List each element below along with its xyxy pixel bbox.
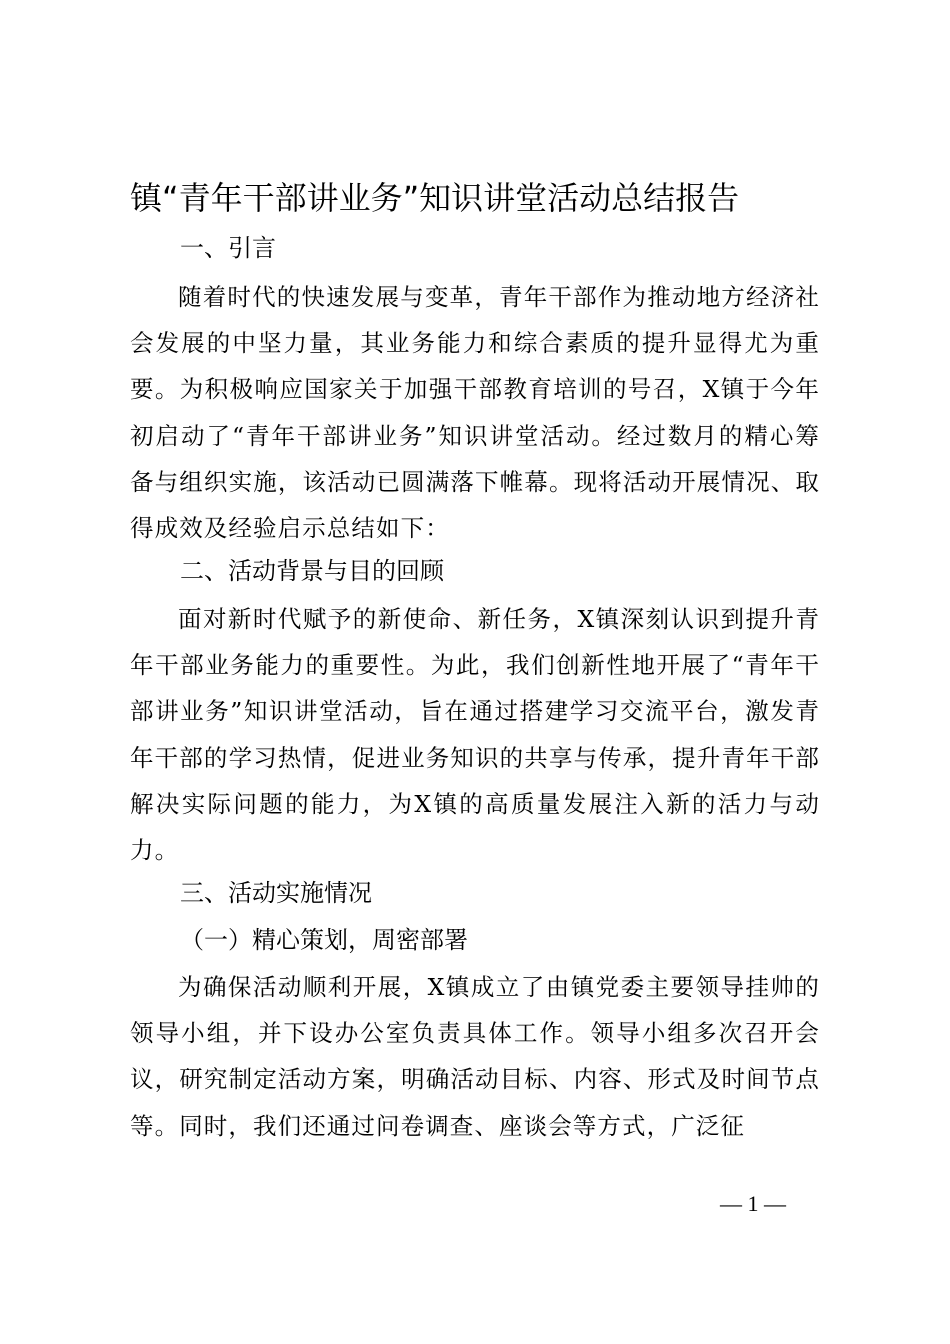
page-number: — 1 — (720, 1191, 786, 1216)
section-heading-introduction: 一、引言 (180, 234, 276, 262)
paragraph-planning: 为确保活动顺利开展，X镇成立了由镇党委主要领导挂帅的领导小组，并下设办公室负责具体工作。领导小组多次召开会议，研究制定活动方案，明确活动目标、内容、形式及时间节点等。同时，我们还通过问卷调查、座谈会等方式，广泛征 (130, 973, 820, 1140)
section-heading-background: 二、活动背景与目的回顾 (180, 557, 444, 585)
paragraph-introduction: 随着时代的快速发展与变革，青年干部作为推动地方经济社会发展的中坚力量，其业务能力和综合素质的提升显得尤为重要。为积极响应国家关于加强干部教育培训的号召，X镇于今年初启动了“青年干部讲业务”知识讲堂活动。经过数月的精心筹备与组织实施，该活动已圆满落下帷幕。现将活动开展情况、取得成效及经验启示总结如下： (130, 283, 820, 543)
subsection-heading-planning: （一）精心策划，周密部署 (180, 926, 468, 954)
paragraph-background: 面对新时代赋予的新使命、新任务，X镇深刻认识到提升青年干部业务能力的重要性。为此，我们创新性地开展了“青年干部讲业务”知识讲堂活动，旨在通过搭建学习交流平台，激发青年干部的学习热情，促进业务知识的共享与传承，提升青年干部解决实际问题的能力，为X镇的高质量发展注入新的活力与动力。 (130, 605, 820, 865)
section-heading-implementation: 三、活动实施情况 (180, 879, 372, 907)
document-title: 镇“青年干部讲业务”知识讲堂活动总结报告 (130, 179, 740, 217)
